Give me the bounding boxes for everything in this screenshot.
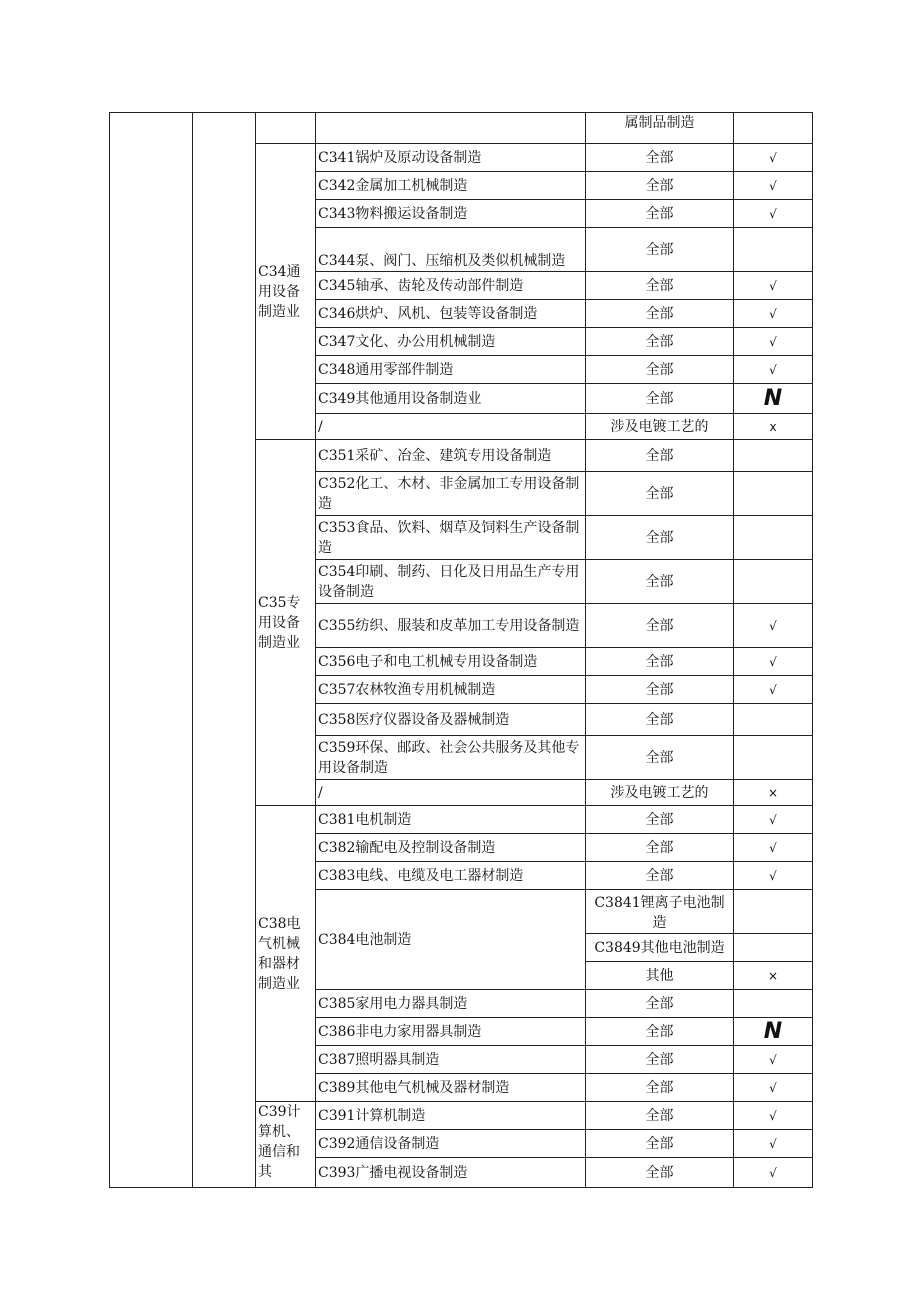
item-mark: √	[734, 328, 813, 356]
item-mark: √	[734, 648, 813, 676]
item-scope: 全部	[586, 604, 734, 648]
item-mark: √	[734, 676, 813, 704]
item-name: C387照明器具制造	[316, 1046, 586, 1074]
item-mark: √	[734, 1074, 813, 1102]
item-name: C389其他电气机械及器材制造	[316, 1074, 586, 1102]
item-mark	[734, 228, 813, 272]
item-mark: √	[734, 200, 813, 228]
item-name: C341锅炉及原动设备制造	[316, 144, 586, 172]
item-mark	[734, 472, 813, 516]
item-scope: 全部	[586, 272, 734, 300]
sub-item-scope: C3849其他电池制造	[586, 934, 734, 962]
industry-table-body	[110, 113, 813, 1188]
item-name	[316, 113, 586, 144]
item-name: C381电机制造	[316, 806, 586, 834]
item-mark: √	[734, 172, 813, 200]
category-cell: C35专用设备制造业	[256, 440, 316, 806]
category-cell: C34通用设备制造业	[256, 144, 316, 440]
sub-item-scope: C3841锂离子电池制造	[586, 890, 734, 934]
item-scope: 全部	[586, 704, 734, 736]
item-scope: 全部	[586, 736, 734, 780]
item-mark	[734, 990, 813, 1018]
item-scope: 全部	[586, 648, 734, 676]
item-mark: √	[734, 1158, 813, 1188]
item-name: C348通用零部件制造	[316, 356, 586, 384]
item-mark: ×	[734, 780, 813, 806]
item-scope: 全部	[586, 144, 734, 172]
item-scope: 全部	[586, 1158, 734, 1188]
item-mark: x	[734, 414, 813, 440]
item-name: /	[316, 780, 586, 806]
item-name: C345轴承、齿轮及传动部件制造	[316, 272, 586, 300]
item-mark: √	[734, 1130, 813, 1158]
item-name: C384电池制造	[316, 890, 586, 990]
item-name: C344泵、阀门、压缩机及类似机械制造	[316, 228, 586, 272]
item-mark: √	[734, 604, 813, 648]
item-name: C393广播电视设备制造	[316, 1158, 586, 1188]
item-scope: 全部	[586, 200, 734, 228]
item-name: C382输配电及控制设备制造	[316, 834, 586, 862]
item-mark: √	[734, 300, 813, 328]
item-name: C349其他通用设备制造业	[316, 384, 586, 414]
item-scope: 全部	[586, 228, 734, 272]
item-mark: √	[734, 144, 813, 172]
blank-column-1	[110, 113, 193, 1188]
item-scope: 涉及电镀工艺的	[586, 414, 734, 440]
item-name: C359环保、邮政、社会公共服务及其他专用设备制造	[316, 736, 586, 780]
item-scope: 全部	[586, 806, 734, 834]
item-scope: 全部	[586, 1130, 734, 1158]
item-name: C385家用电力器具制造	[316, 990, 586, 1018]
item-scope: 全部	[586, 516, 734, 560]
item-scope: 全部	[586, 834, 734, 862]
item-mark	[734, 516, 813, 560]
item-mark	[734, 560, 813, 604]
item-name: C383电线、电缆及电工器材制造	[316, 862, 586, 890]
category-cell: C38电气机械和器材制造业	[256, 806, 316, 1102]
item-scope: 全部	[586, 1018, 734, 1046]
item-scope: 全部	[586, 1074, 734, 1102]
item-name: C357农林牧渔专用机械制造	[316, 676, 586, 704]
item-name: C356电子和电工机械专用设备制造	[316, 648, 586, 676]
item-scope: 全部	[586, 356, 734, 384]
item-name: C352化工、木材、非金属加工专用设备制造	[316, 472, 586, 516]
item-name: C358医疗仪器设备及器械制造	[316, 704, 586, 736]
item-scope: 全部	[586, 676, 734, 704]
item-scope: 涉及电镀工艺的	[586, 780, 734, 806]
item-mark: √	[734, 1046, 813, 1074]
industry-table	[109, 112, 813, 1188]
item-mark	[734, 934, 813, 962]
item-name: C347文化、办公用机械制造	[316, 328, 586, 356]
item-name: C342金属加工机械制造	[316, 172, 586, 200]
item-scope: 全部	[586, 300, 734, 328]
item-name: C351采矿、冶金、建筑专用设备制造	[316, 440, 586, 472]
item-mark: ×	[734, 962, 813, 990]
item-mark: √	[734, 1102, 813, 1130]
item-name: C386非电力家用器具制造	[316, 1018, 586, 1046]
item-mark	[734, 440, 813, 472]
category-cell: C39计算机、通信和其	[256, 1102, 316, 1188]
item-mark: N	[734, 384, 813, 414]
item-scope: 全部	[586, 440, 734, 472]
item-mark: √	[734, 806, 813, 834]
item-name: C353食品、饮料、烟草及饲料生产设备制造	[316, 516, 586, 560]
item-mark	[734, 890, 813, 934]
item-mark	[734, 113, 813, 144]
item-name: C355纺织、服装和皮革加工专用设备制造	[316, 604, 586, 648]
item-mark: √	[734, 356, 813, 384]
item-mark: N	[734, 1018, 813, 1046]
item-scope: 全部	[586, 1046, 734, 1074]
item-mark: √	[734, 834, 813, 862]
blank-column-2	[193, 113, 256, 1188]
item-name: C392通信设备制造	[316, 1130, 586, 1158]
item-name: C343物料搬运设备制造	[316, 200, 586, 228]
item-mark: √	[734, 272, 813, 300]
item-mark	[734, 736, 813, 780]
item-scope: 全部	[586, 990, 734, 1018]
item-mark: √	[734, 862, 813, 890]
item-scope: 全部	[586, 1102, 734, 1130]
item-scope: 全部	[586, 172, 734, 200]
item-name: /	[316, 414, 586, 440]
sub-item-scope: 其他	[586, 962, 734, 990]
item-scope: 全部	[586, 472, 734, 516]
item-scope: 全部	[586, 328, 734, 356]
item-name: C391计算机制造	[316, 1102, 586, 1130]
item-scope: 全部	[586, 384, 734, 414]
table-row	[110, 113, 813, 144]
item-mark	[734, 704, 813, 736]
item-scope: 全部	[586, 862, 734, 890]
item-name: C346烘炉、风机、包装等设备制造	[316, 300, 586, 328]
item-name: C354印刷、制药、日化及日用品生产专用设备制造	[316, 560, 586, 604]
item-scope: 属制品制造	[586, 113, 734, 144]
item-scope: 全部	[586, 560, 734, 604]
blank-category-cell	[256, 113, 316, 144]
